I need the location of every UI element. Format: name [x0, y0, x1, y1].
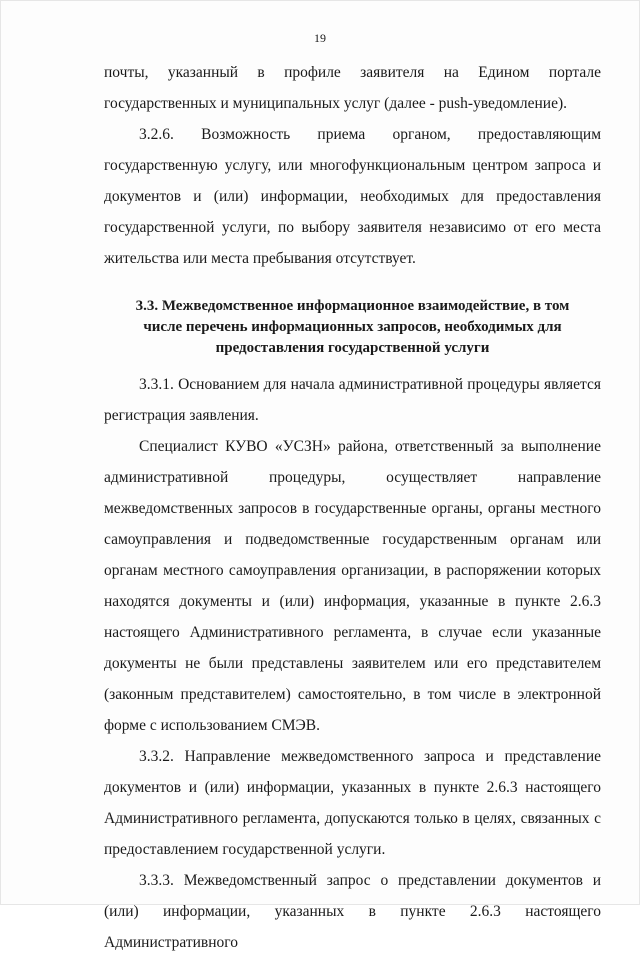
page-number: 19 — [314, 31, 326, 45]
paragraph-3-3-3: 3.3.3. Межведомственный запрос о представлении документов и (или) информации, указанных в пункте 2.6.3 настоящего Административного — [104, 872, 601, 951]
heading-line: 3.3. Межведомственное информационное взаимодействие, в том — [135, 298, 570, 314]
paragraph-specialist: Специалист КУВО «УСЗН» района, ответственный за выполнение административной процедуры, осуществляет направление межведомственных запросов в государственные органы, органы местного самоуправления и подведомственные государственным органам или органам местного самоуправления организации, в распоряжении которых находятся документы и (или) информация, указанные в пункте 2.6.3 настоящего Административного регламента, в случае если указанные документы не были представлены заявителем или его представителем (законным представителем) самостоятельно, в том числе в электронной форме с использованием СМЭВ. — [104, 438, 601, 734]
heading-line: предоставления государственной услуги — [215, 340, 490, 356]
paragraph-3-3-1: 3.3.1. Основанием для начала административной процедуры является регистрация заявления. — [104, 376, 601, 424]
paragraph-3-2-6: 3.2.6. Возможность приема органом, предоставляющим государственную услугу, или многофункциональным центром запроса и документов и (или) информации, необходимых для предоставления государственной услуги, по выбору заявителя независимо от его места жительства или места пребывания отсутствует. — [104, 126, 601, 267]
paragraph-3-3-2: 3.3.2. Направление межведомственного запроса и представление документов и (или) информации, указанных в пункте 2.6.3 настоящего Административного регламента, допускаются только в целях, связанных с предоставлением государственной услуги. — [104, 748, 601, 858]
paragraph: почты, указанный в профиле заявителя на Едином портале государственных и муниципальных услуг (далее - push-уведомление). — [104, 64, 601, 112]
document-body — [104, 57, 601, 958]
section-heading-3-3 — [104, 296, 601, 359]
heading-line: числе перечень информационных запросов, необходимых для — [143, 319, 562, 335]
